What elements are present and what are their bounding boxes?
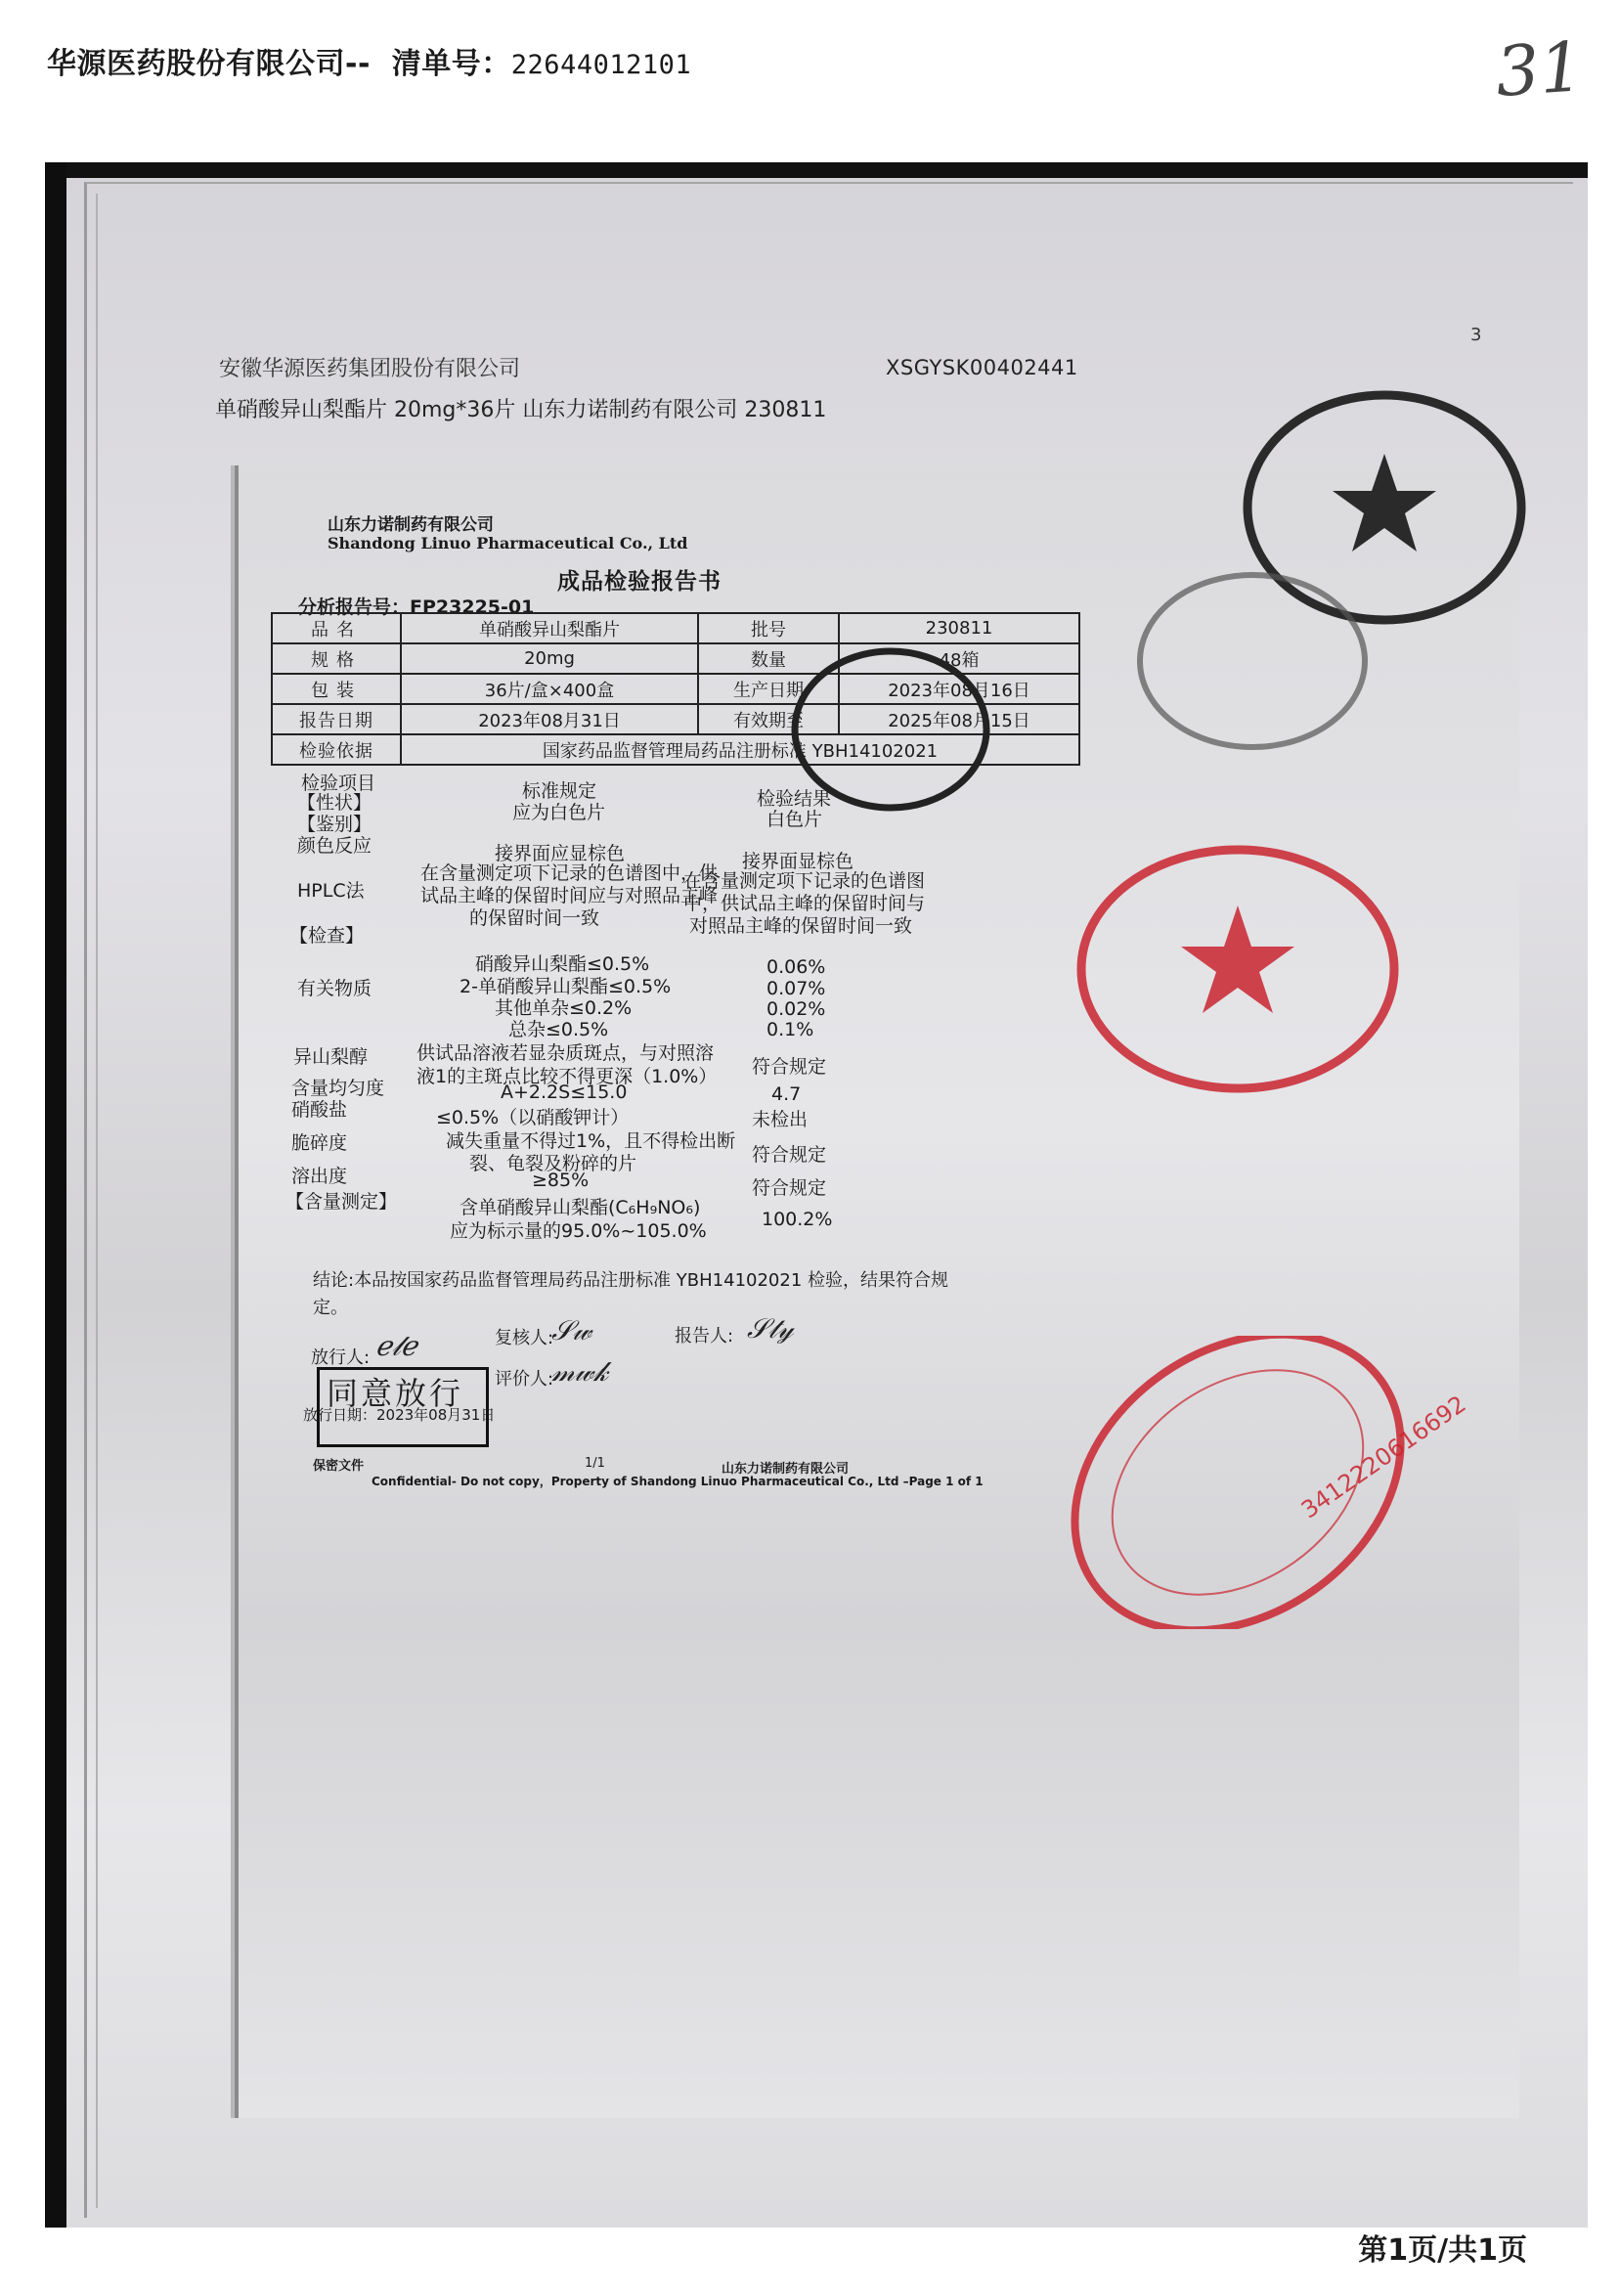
info-value: 48箱 bbox=[839, 643, 1079, 674]
standard-text: 供试品溶液若显杂质斑点，与对照溶 bbox=[416, 1042, 715, 1064]
confidential-en: Confidential- Do not copy，Property of Shandong Linuo Pharmaceutical Co., Ltd –Page 1 of 1 bbox=[372, 1475, 984, 1488]
info-value: 2023年08月16日 bbox=[839, 674, 1079, 704]
result-text: 0.02% bbox=[766, 998, 826, 1020]
item-label: 异山梨醇 bbox=[293, 1046, 369, 1068]
document-header bbox=[47, 39, 691, 82]
info-key: 报告日期 bbox=[272, 704, 401, 734]
item-label: 【含量测定】 bbox=[285, 1191, 398, 1213]
result-text: 接界面显棕色 bbox=[742, 851, 854, 872]
item-label: 【性状】 bbox=[297, 792, 372, 814]
standard-text: 应为标示量的95.0%~105.0% bbox=[450, 1220, 707, 1242]
item-label: 【检查】 bbox=[289, 925, 365, 947]
standard-text: 试品主峰的保留时间应与对照品主峰 bbox=[420, 885, 719, 906]
standard-text: 的保留时间一致 bbox=[469, 907, 600, 929]
result-text: 4.7 bbox=[771, 1083, 802, 1105]
result-text: 0.06% bbox=[766, 956, 826, 978]
seal-linuo-quality-2 bbox=[788, 641, 993, 817]
item-label: 颜色反应 bbox=[297, 835, 372, 857]
basis-value: 国家药品监督管理局药品注册标准 YBH14102021 bbox=[401, 734, 1079, 765]
standard-text: 总杂≤0.5% bbox=[508, 1019, 609, 1040]
item-label: 溶出度 bbox=[291, 1166, 348, 1187]
standard-text: ≥85% bbox=[532, 1170, 590, 1191]
list-number: 22644012101 bbox=[510, 50, 692, 80]
report-company-en: Shandong Linuo Pharmaceutical Co., Ltd bbox=[328, 534, 688, 552]
standard-text: 减失重量不得过1%，且不得检出断 bbox=[446, 1130, 736, 1152]
info-value: 230811 bbox=[839, 613, 1079, 643]
result-text: 对照品主峰的保留时间一致 bbox=[689, 915, 913, 937]
info-key: 品名 bbox=[272, 613, 401, 643]
conclusion-line: 结论:本品按国家药品监督管理局药品注册标准 YBH14102021 检验，结果符合规 bbox=[313, 1270, 949, 1291]
info-value: 36片/盒×400盒 bbox=[401, 674, 698, 704]
conclusion bbox=[313, 1267, 1115, 1322]
result-text: 符合规定 bbox=[752, 1056, 827, 1078]
standard-text: 裂、龟裂及粉碎的片 bbox=[469, 1153, 637, 1174]
report-footer-company: 山东力诺制药有限公司 bbox=[722, 1462, 850, 1477]
reviewer-label: 复核人: bbox=[495, 1328, 554, 1348]
basis-label: 检验依据 bbox=[272, 734, 401, 765]
report-title: 成品检验报告书 bbox=[557, 569, 722, 595]
column-result-header: 检验结果 bbox=[757, 788, 832, 810]
item-label: 有关物质 bbox=[297, 978, 372, 999]
standard-text: 其他单杂≤0.2% bbox=[495, 997, 633, 1019]
seal-linuo-quality-1 bbox=[1130, 563, 1375, 759]
result-text: 中，供试品主峰的保留时间与 bbox=[683, 893, 926, 914]
release-label: 放行人: bbox=[311, 1347, 371, 1368]
release-date: 放行日期：2023年08月31日 bbox=[303, 1406, 496, 1424]
result-text: 白色片 bbox=[766, 809, 823, 830]
result-text: 符合规定 bbox=[752, 1177, 827, 1199]
info-key: 有效期至 bbox=[698, 704, 839, 734]
scan-border-top bbox=[45, 162, 1588, 178]
result-text: 在含量测定项下记录的色谱图 bbox=[683, 870, 926, 892]
item-label: 硝酸盐 bbox=[291, 1099, 348, 1121]
standard-text: 液1的主斑点比较不得更深（1.0%） bbox=[416, 1066, 718, 1087]
standard-text: 含单硝酸异山梨酯(C₆H₉NO₆) bbox=[460, 1197, 701, 1218]
info-key: 数量 bbox=[698, 643, 839, 674]
column-item-header: 检验项目 bbox=[301, 773, 376, 794]
approve-stamp-text: 同意放行 bbox=[327, 1375, 464, 1412]
conclusion-line: 定。 bbox=[313, 1298, 348, 1318]
reviewer-signature: 𝒮𝓌 bbox=[551, 1314, 592, 1347]
standard-text: ≤0.5%（以硝酸钾计） bbox=[436, 1107, 630, 1128]
result-text: 100.2% bbox=[762, 1209, 833, 1230]
info-key: 批号 bbox=[698, 613, 839, 643]
confidential-cn: 保密文件 bbox=[313, 1459, 365, 1474]
item-label: 含量均匀度 bbox=[291, 1078, 385, 1099]
info-value: 单硝酸异山梨酯片 bbox=[401, 613, 698, 643]
standard-text: 2-单硝酸异山梨酯≤0.5% bbox=[460, 976, 672, 997]
seal-code: 3412220616692 bbox=[1295, 1390, 1471, 1524]
wrapper-company: 安徽华源医药集团股份有限公司 bbox=[219, 357, 521, 381]
result-text: 未检出 bbox=[752, 1109, 809, 1130]
info-key: 规格 bbox=[272, 643, 401, 674]
evaluator-signature: 𝓂𝓌𝓀 bbox=[551, 1355, 609, 1388]
item-label: 【鉴别】 bbox=[297, 814, 372, 835]
wrapper-product-line: 单硝酸异山梨酯片 20mg*36片 山东力诺制药有限公司 230811 bbox=[215, 398, 827, 422]
header-company: 华源医药股份有限公司-- bbox=[47, 47, 371, 81]
result-text: 符合规定 bbox=[752, 1144, 827, 1166]
wrapper-code: XSGYSK00402441 bbox=[886, 356, 1078, 379]
column-standard-header: 标准规定 bbox=[522, 780, 597, 802]
info-value: 2023年08月31日 bbox=[401, 704, 698, 734]
release-signature: ℯ𝓁ℯ bbox=[375, 1330, 417, 1362]
handwritten-number: 31 bbox=[1493, 25, 1586, 113]
info-key: 包装 bbox=[272, 674, 401, 704]
page-mark: 3 bbox=[1470, 325, 1482, 345]
table-row bbox=[272, 613, 1079, 643]
standard-text: 硝酸异山梨酯≤0.5% bbox=[475, 953, 650, 975]
page-footer: 第1页/共1页 bbox=[1358, 2233, 1527, 2268]
scan-border-left bbox=[45, 162, 66, 2228]
reporter-signature: 𝒮𝓉𝓎 bbox=[747, 1312, 794, 1345]
info-value: 2025年08月15日 bbox=[839, 704, 1079, 734]
item-label: HPLC法 bbox=[297, 880, 365, 902]
standard-text: A+2.2S≤15.0 bbox=[501, 1082, 628, 1103]
info-value: 20mg bbox=[401, 643, 698, 674]
scanned-image bbox=[45, 162, 1588, 2228]
result-text: 0.07% bbox=[766, 978, 826, 999]
list-label: 清单号： bbox=[391, 47, 511, 81]
report-number: 分析报告号：FP23225-01 bbox=[298, 596, 535, 618]
result-text: 0.1% bbox=[766, 1019, 814, 1040]
standard-text: 应为白色片 bbox=[512, 802, 606, 823]
report-company-cn: 山东力诺制药有限公司 bbox=[328, 515, 494, 535]
seal-hefei-red bbox=[1072, 837, 1404, 1101]
info-key: 生产日期 bbox=[698, 674, 839, 704]
standard-text: 在含量测定项下记录的色谱图中，供 bbox=[420, 862, 719, 884]
standard-text: 接界面应显棕色 bbox=[495, 843, 626, 864]
item-label: 脆碎度 bbox=[291, 1132, 348, 1154]
report-page: 1/1 bbox=[585, 1456, 605, 1471]
reporter-label: 报告人: bbox=[675, 1326, 734, 1347]
evaluator-label: 评价人: bbox=[495, 1369, 554, 1390]
